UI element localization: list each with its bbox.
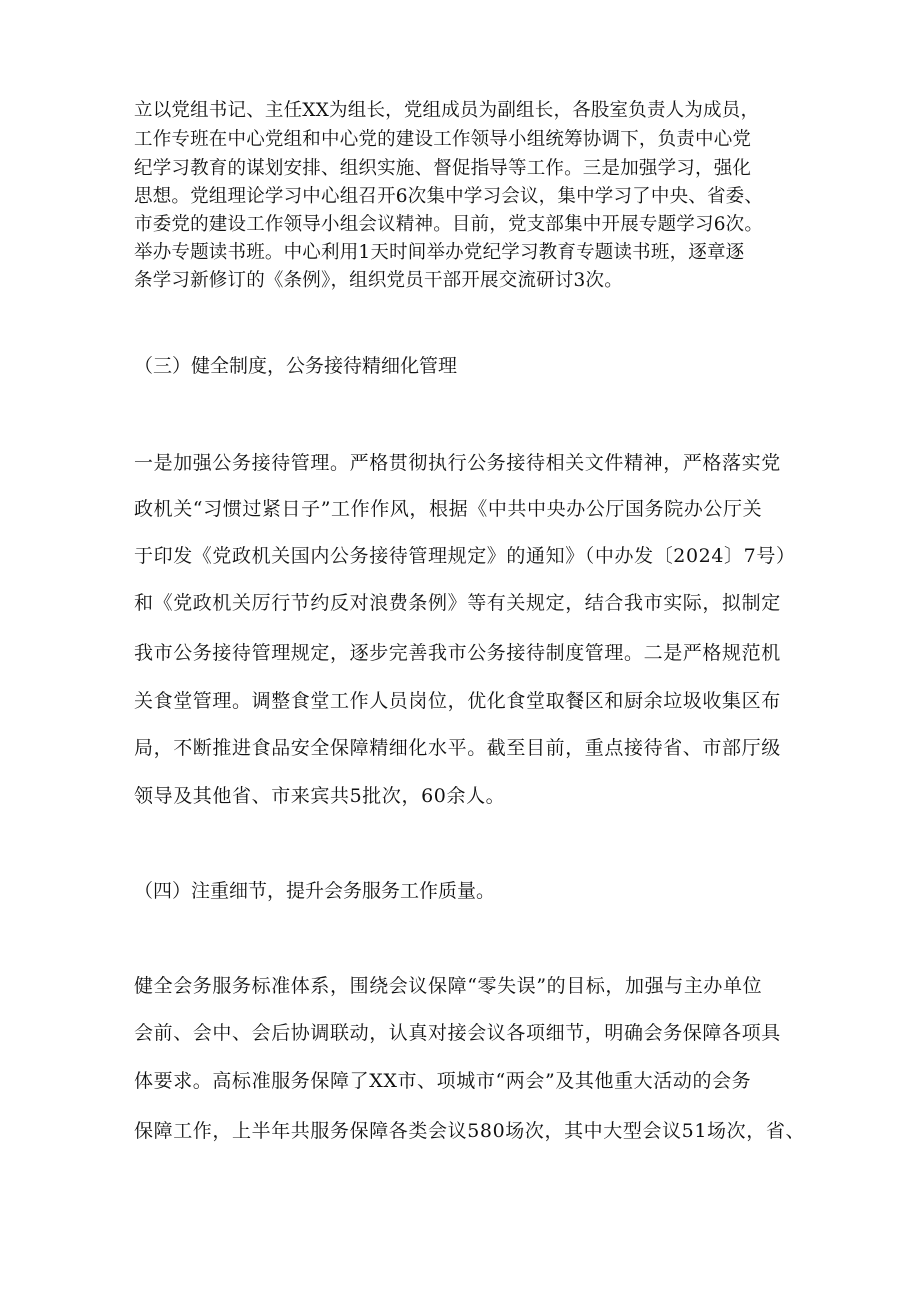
text-line: 会前、会中、会后协调联动，认真对接会议各项细节，明确会务保障各项具 <box>134 1022 781 1044</box>
text-line: 举办专题读书班。中心利用1天时间举办党纪学习教育专题读书班，逐章逐 <box>134 242 745 263</box>
text-line: 我市公务接待管理规定，逐步完善我市公务接待制度管理。二是严格规范机 <box>134 642 781 664</box>
text-line: 健全会务服务标准体系，围绕会议保障“零失误”的目标，加强与主办单位 <box>134 975 763 997</box>
text-line: 思想。党组理论学习中心组召开6次集中学习会议，集中学习了中央、省委、 <box>134 186 764 207</box>
text-line: 于印发《党政机关国内公务接待管理规定》的通知》（中办发〔2024〕7号） <box>134 545 796 567</box>
text-line: 一是加强公务接待管理。严格贯彻执行公务接待相关文件精神，严格落实党 <box>134 452 781 474</box>
text-line: 和《党政机关厉行节约反对浪费条例》等有关规定，结合我市实际，拟制定 <box>134 592 781 614</box>
text-line: 工作专班在中心党组和中心党的建设工作领导小组统筹协调下，负责中心党 <box>134 129 752 150</box>
text-line: 政机关“习惯过紧日子”工作作风，根据《中共中央办公厅国务院办公厅关 <box>134 498 763 520</box>
text-line: 领导及其他省、市来宾共5批次，60余人。 <box>134 785 506 807</box>
text-line: 条学习新修订的《条例》，组织党员干部开展交流研讨3次。 <box>134 270 623 291</box>
section-heading-3: （三）健全制度，公务接待精细化管理 <box>134 355 458 377</box>
text-line: 纪学习教育的谋划安排、组织实施、督促指导等工作。三是加强学习，强化 <box>134 158 752 179</box>
text-line: 关食堂管理。调整食堂工作人员岗位，优化食堂取餐区和厨余垃圾收集区布 <box>134 690 781 712</box>
text-line: 市委党的建设工作领导小组会议精神。目前，党支部集中开展专题学习6次。 <box>134 214 764 235</box>
section-heading-4: （四）注重细节，提升会务服务工作质量。 <box>134 880 496 902</box>
text-line: 局，不断推进食品安全保障精细化水平。截至目前，重点接待省、市部厅级 <box>134 737 781 759</box>
text-line: 立以党组书记、主任XX为组长，党组成员为副组长，各股室负责人为成员， <box>134 100 760 121</box>
text-line: 保障工作，上半年共服务保障各类会议580场次，其中大型会议51场次，省、 <box>134 1120 806 1142</box>
text-line: 体要求。高标准服务保障了XX市、项城市“两会”及其他重大活动的会务 <box>134 1070 752 1092</box>
